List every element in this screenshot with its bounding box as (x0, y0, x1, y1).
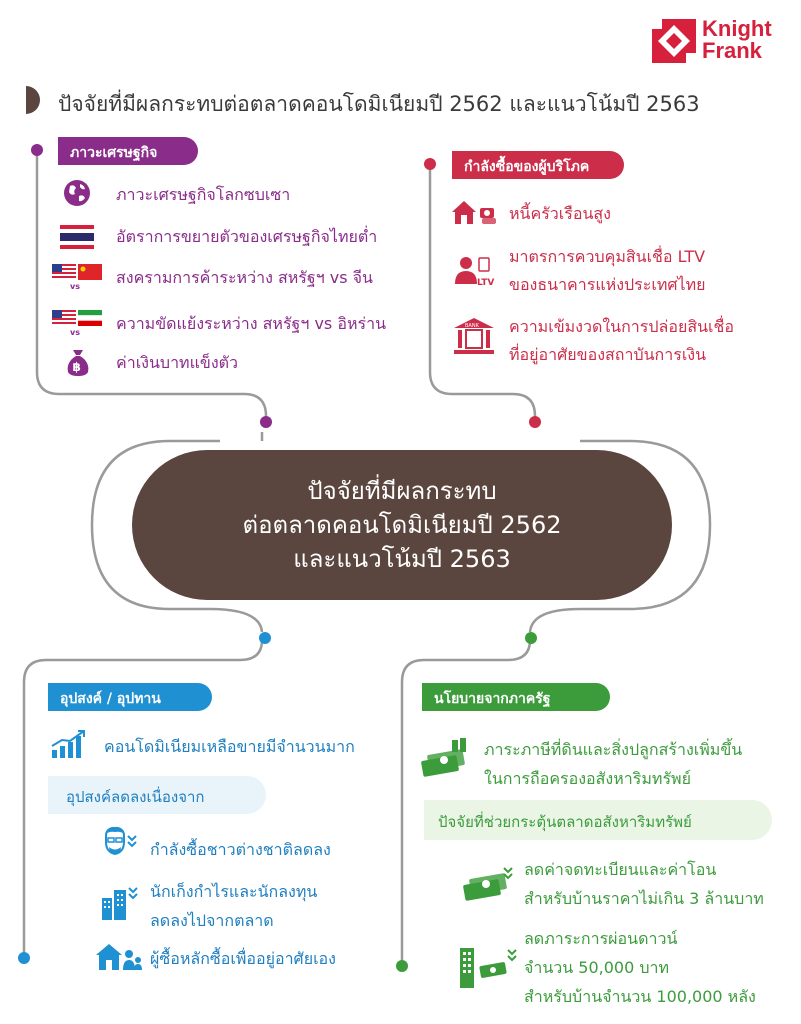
purchasing-credit-line-1: ความเข้มงวดในการปล่อยสินเชื่อ (509, 317, 734, 336)
supply-item-end-users: ผู้ซื้อหลักซื้อเพื่ออยู่อาศัยเอง (150, 949, 336, 968)
policy-item-down-payment (524, 924, 756, 1011)
category-purchasing-power: กำลังซื้อของผู้บริโภค (452, 151, 624, 179)
ltv-person-icon (452, 254, 498, 288)
policy-fee-line-1: ลดค่าจดทะเบียนและค่าโอน (524, 860, 717, 879)
policy-item-land-tax (484, 735, 742, 793)
policy-item-transfer-fee (524, 855, 764, 913)
brand-wordmark (702, 18, 772, 62)
ltv-label: LTV (477, 278, 495, 288)
center-title-pill (132, 450, 672, 600)
baht-symbol: ฿ (72, 360, 81, 374)
money-discount-icon (460, 864, 516, 904)
purchasing-item-credit (509, 313, 734, 369)
category-economy: ภาวะเศรษฐกิจ (58, 137, 198, 165)
purchasing-ltv-line-2: ของธนาคารแห่งประเทศไทย (509, 275, 706, 294)
us-vs-china-flags-icon (52, 262, 102, 290)
money-bag-icon (62, 346, 94, 378)
house-debt-icon (450, 198, 498, 226)
category-supply-demand: อุปสงค์ / อุปทาน (48, 683, 212, 711)
center-line-1: ปัจจัยที่มีผลกระทบ (307, 477, 497, 505)
family-house-icon (94, 942, 142, 972)
page-title: ปัจจัยที่มีผลกระทบต่อตลาดคอนโดมิเนียมปี 2562 และแนวโน้มปี 2563 (58, 92, 700, 116)
money-stack-icon (418, 738, 470, 778)
economy-item-thai-growth: อัตราการขยายตัวของเศรษฐกิจไทยต่ำ (116, 227, 378, 246)
purchasing-credit-line-2: ที่อยู่อาศัยของสถาบันการเงิน (509, 345, 707, 364)
supply-investors-line-2: ลดลงไปจากตลาด (150, 911, 274, 930)
policy-land-tax-line-2: ในการถือครองอสังหาริมทรัพย์ (484, 769, 691, 788)
vs-text-2: vs (70, 328, 80, 336)
policy-land-tax-line-1: ภาระภาษีที่ดินและสิ่งปลูกสร้างเพิ่มขึ้น (484, 740, 743, 759)
globe-icon (62, 178, 92, 208)
brand-line-1: Knight (702, 16, 772, 41)
supply-investors-line-1: นักเก็งกำไรและนักลงทุน (150, 882, 318, 901)
economy-item-baht: ค่าเงินบาทแข็งตัว (116, 353, 239, 372)
center-line-3: และแนวโน้มปี 2563 (293, 545, 511, 573)
policy-down-line-2: จำนวน 50,000 บาท (524, 958, 670, 977)
economy-item-us-iran: ความขัดแย้งระหว่าง สหรัฐฯ vs อิหร่าน (116, 314, 387, 333)
policy-down-line-1: ลดภาระการผ่อนดาวน์ (524, 929, 678, 948)
building-money-icon (458, 944, 518, 990)
policy-fee-line-2: สำหรับบ้านราคาไม่เกิน 3 ล้านบาท (524, 889, 764, 908)
purchasing-item-household-debt: หนี้ครัวเรือนสูง (509, 204, 611, 223)
category-government-policy: นโยบายจากภาครัฐ (422, 683, 610, 711)
economy-item-global: ภาวะเศรษฐกิจโลกซบเซา (116, 185, 291, 204)
supply-item-foreign-buyers: กำลังซื้อชาวต่างชาติลดลง (150, 840, 331, 859)
policy-down-line-3: สำหรับบ้านจำนวน 100,000 หลัง (524, 987, 756, 1006)
bank-icon (452, 316, 496, 356)
investor-buildings-icon (98, 884, 138, 922)
policy-stimulus-label: ปัจจัยที่ช่วยกระตุ้นตลาดอสังหาริมทรัพย์ (424, 800, 772, 840)
us-vs-iran-flags-icon (52, 308, 102, 336)
supply-demand-decline-label: อุปสงค์ลดลงเนื่องจาก (48, 776, 266, 814)
brand-line-2: Frank (702, 38, 762, 63)
knight-frank-logo-icon (652, 19, 696, 63)
foreign-buyer-icon (98, 826, 138, 860)
economy-item-us-china: สงครามการค้าระหว่าง สหรัฐฯ vs จีน (116, 268, 373, 287)
purchasing-ltv-line-1: มาตรการควบคุมสินเชื่อ LTV (509, 247, 706, 266)
vs-text-1: vs (70, 282, 80, 290)
header-half-circle-icon (24, 86, 42, 114)
center-line-2: ต่อตลาดคอนโดมิเนียมปี 2562 (242, 511, 562, 539)
bank-label: BANK (465, 323, 479, 329)
purchasing-item-ltv (509, 243, 705, 299)
rising-chart-icon (50, 728, 88, 760)
thailand-flag-icon (60, 225, 94, 249)
supply-item-investors (150, 877, 317, 935)
supply-item-oversupply: คอนโดมิเนียมเหลือขายมีจำนวนมาก (104, 737, 355, 756)
